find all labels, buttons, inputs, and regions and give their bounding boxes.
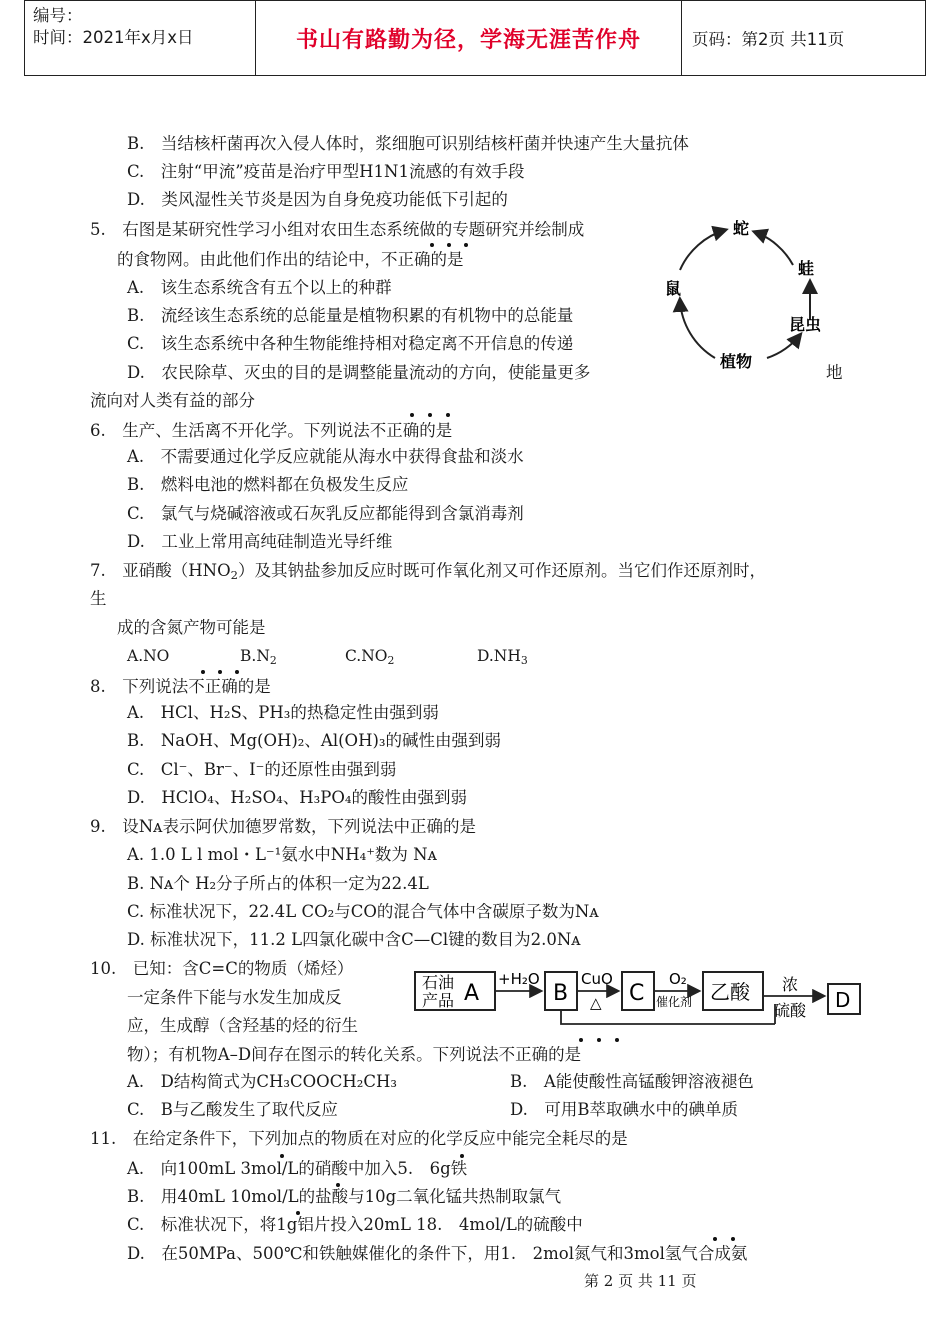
q7-option-b-sub: 2 <box>269 654 277 667</box>
reagent-water: +H₂O <box>498 970 540 988</box>
q7-option-d-text: D.NH <box>477 647 521 665</box>
arrow-mouse-to-snake <box>680 230 725 270</box>
q7-option-c-sub: 2 <box>387 654 395 667</box>
doc-number-label: 编号： <box>33 6 83 25</box>
q8-option-b: B. NaOH、Mg(OH)₂、Al(OH)₃的碱性由强到弱 <box>127 731 502 750</box>
q5-option-a: A. 该生态系统含有五个以上的种群 <box>127 278 392 297</box>
emphasis-dot <box>579 1038 583 1042</box>
q7-option-c <box>345 645 394 667</box>
q7-stem-part2: ）及其钠盐参加反应时既可作氧化剂又可作还原剂。当它们作还原剂时， <box>237 561 766 580</box>
food-web-diagram <box>655 210 845 385</box>
emphasis-dot <box>201 670 205 674</box>
header-motto: 书山有路勤为径，学海无涯苦作舟 <box>256 1 682 75</box>
q6-option-a: A. 不需要通过化学反应就能从海水中获得食盐和淡水 <box>127 447 524 466</box>
node-a: A <box>464 981 480 1006</box>
q11-option-b: B. 用40mL 10mol/L的盐酸与10g二氧化锰共热制取氯气 <box>127 1187 562 1206</box>
emphasis-dot <box>447 243 451 247</box>
connector-b-to-esterification <box>561 1010 775 1024</box>
q7-stem <box>90 560 766 582</box>
q8-option-a: A. HCl、H₂S、PH₃的热稳定性由强到弱 <box>127 703 439 722</box>
q4-option-c: C. 注射“甲流”疫苗是治疗甲型H1N1流感的有效手段 <box>127 162 525 181</box>
emphasis-dot <box>428 413 432 417</box>
q8-option-c: C. Cl⁻、Br⁻、I⁻的还原性由强到弱 <box>127 760 397 779</box>
q11-option-c: C. 标准状况下，将1g铝片投入20mL 18. 4mol/L的硫酸中 <box>127 1215 583 1234</box>
emphasis-dot <box>235 670 239 674</box>
arrow-plant-to-mouse <box>680 300 715 358</box>
q6-option-d: D. 工业上常用高纯硅制造光导纤维 <box>127 532 393 551</box>
q11-option-a: A. 向100mL 3mol/L的硝酸中加入5. 6g铁 <box>127 1159 468 1178</box>
emphasis-dot <box>731 1237 735 1241</box>
node-c: C <box>629 981 645 1006</box>
emphasis-dot <box>218 670 222 674</box>
q7-stem-sub: 2 <box>230 568 238 582</box>
q9-option-d: D. 标准状况下，11.2 L四氯化碳中含C—Cl键的数目为2.0Nᴀ <box>127 930 581 949</box>
reagent-cuo: CuO <box>581 970 613 988</box>
reagent-sulfuric-acid: 硫酸 <box>774 1001 807 1020</box>
node-plant: 植物 <box>720 352 753 371</box>
reagent-heat: △ <box>590 994 602 1012</box>
q7-option-d-sub: 3 <box>520 654 528 667</box>
arrow-frog-to-snake <box>755 232 793 265</box>
source-line1: 石油 <box>422 973 455 992</box>
q6-stem: 6. 生产、生活离不开化学。下列说法不正确的是 <box>90 421 453 440</box>
q5-option-d-continued: 流向对人类有益的部分 <box>90 391 255 410</box>
source-line2: 产品 <box>422 991 455 1010</box>
q9-option-c: C. 标准状况下，22.4L CO₂与CO的混合气体中含碳原子数为Nᴀ <box>127 902 599 921</box>
reagent-oxygen: O₂ <box>669 970 687 988</box>
q8-stem: 8. 下列说法不正确的是 <box>90 677 271 696</box>
node-d: D <box>835 988 851 1012</box>
q5-stem-line1: 5. 右图是某研究性学习小组对农田生态系统做的专题研究并绘制成 <box>90 220 585 239</box>
q9-stem: 9. 设Nᴀ表示阿伏加德罗常数，下列说法中正确的是 <box>90 817 477 836</box>
emphasis-dot <box>410 413 414 417</box>
page-footer: 第 2 页 共 11 页 <box>584 1272 697 1290</box>
page-header <box>24 0 926 76</box>
q11-stem: 11. 在给定条件下，下列加点的物质在对应的化学反应中能完全耗尽的是 <box>90 1129 628 1148</box>
emphasis-dot <box>615 1038 619 1042</box>
q7-stem-line2: 生 <box>90 589 107 608</box>
q7-stem-part1: 7. 亚硝酸（HNO <box>90 561 231 580</box>
q10-option-c: C. B与乙酸发生了取代反应 <box>127 1100 338 1119</box>
reaction-flow-diagram <box>410 960 865 1030</box>
q6-option-b: B. 燃料电池的燃料都在负极发生反应 <box>127 475 409 494</box>
q10-option-b: B. A能使酸性高锰酸钾溶液褪色 <box>510 1072 754 1091</box>
q5-option-b: B. 流经该生态系统的总能量是植物积累的有机物中的总能量 <box>127 306 574 325</box>
q10-option-d: D. 可用B萃取碘水中的碘单质 <box>510 1100 739 1119</box>
node-frog: 蛙 <box>798 259 815 278</box>
q10-stem-line4: 物）；有机物A–D间存在图示的转化关系。下列说法不正确的是 <box>127 1045 582 1064</box>
header-page-label: 页码：第2页 共11页 <box>692 30 845 49</box>
node-mouse: 鼠 <box>665 279 682 298</box>
q11-option-d: D. 在50MPa、500℃和铁触媒催化的条件下，用1. 2mol氮气和3mol氢气合成氨 <box>127 1244 748 1263</box>
node-acetic-acid: 乙酸 <box>710 980 750 1004</box>
q4-option-d: D. 类风湿性关节炎是因为自身免疫功能低下引起的 <box>127 190 508 209</box>
q9-option-b: B. Nᴀ个 H₂分子所占的体积一定为22.4L <box>127 874 429 893</box>
header-meta <box>25 1 256 75</box>
q10-stem-line2: 一定条件下能与水发生加成反 <box>127 988 342 1007</box>
emphasis-dot <box>446 413 450 417</box>
node-b: B <box>553 981 569 1006</box>
q5-option-c: C. 该生态系统中各种生物能维持相对稳定离不开信息的传递 <box>127 334 574 353</box>
emphasis-dot <box>430 243 434 247</box>
q6-option-c: C. 氯气与烧碱溶液或石灰乳反应都能得到含氯消毒剂 <box>127 504 524 523</box>
q4-option-b: B. 当结核杆菌再次入侵人体时，浆细胞可识别结核杆菌并快速产生大量抗体 <box>127 134 689 153</box>
emphasis-dot <box>464 243 468 247</box>
emphasis-dot <box>597 1038 601 1042</box>
q5-option-d: D. 农民除草、灭虫的目的是调整能量流动的方向，使能量更多 <box>127 363 591 382</box>
doc-time-label: 时间：2021年x月x日 <box>33 28 194 47</box>
node-snake: 蛇 <box>733 219 750 238</box>
q7-option-d <box>477 645 528 667</box>
reagent-catalyst: 催化剂 <box>656 995 693 1009</box>
arrow-plant-to-insect <box>767 335 800 358</box>
q7-option-b <box>240 645 277 667</box>
q10-stem-line3: 应，生成醇（含羟基的烃的衍生 <box>127 1016 358 1035</box>
node-insect: 昆虫 <box>789 315 822 334</box>
q7-option-a: A.NO <box>127 647 170 665</box>
q9-option-a: A. 1.0 L l mol・L⁻¹氨水中NH₄⁺数为 Nᴀ <box>127 845 437 864</box>
q5-option-d-tail: 地 <box>826 363 843 382</box>
q10-option-a: A. D结构简式为CH₃COOCH₂CH₃ <box>127 1072 397 1091</box>
q7-stem-line3: 成的含氮产物可能是 <box>117 618 266 637</box>
q10-stem-line1: 10. 已知：含C=C的物质（烯烃） <box>90 959 354 978</box>
q7-option-c-text: C.NO <box>345 647 388 665</box>
q8-option-d: D. HClO₄、H₂SO₄、H₃PO₄的酸性由强到弱 <box>127 788 468 807</box>
q5-stem-line2: 的食物网。由此他们作出的结论中，不正确的是 <box>117 250 464 269</box>
q7-option-b-text: B.N <box>240 647 270 665</box>
reagent-concentrated: 浓 <box>782 975 799 994</box>
emphasis-dot <box>713 1237 717 1241</box>
